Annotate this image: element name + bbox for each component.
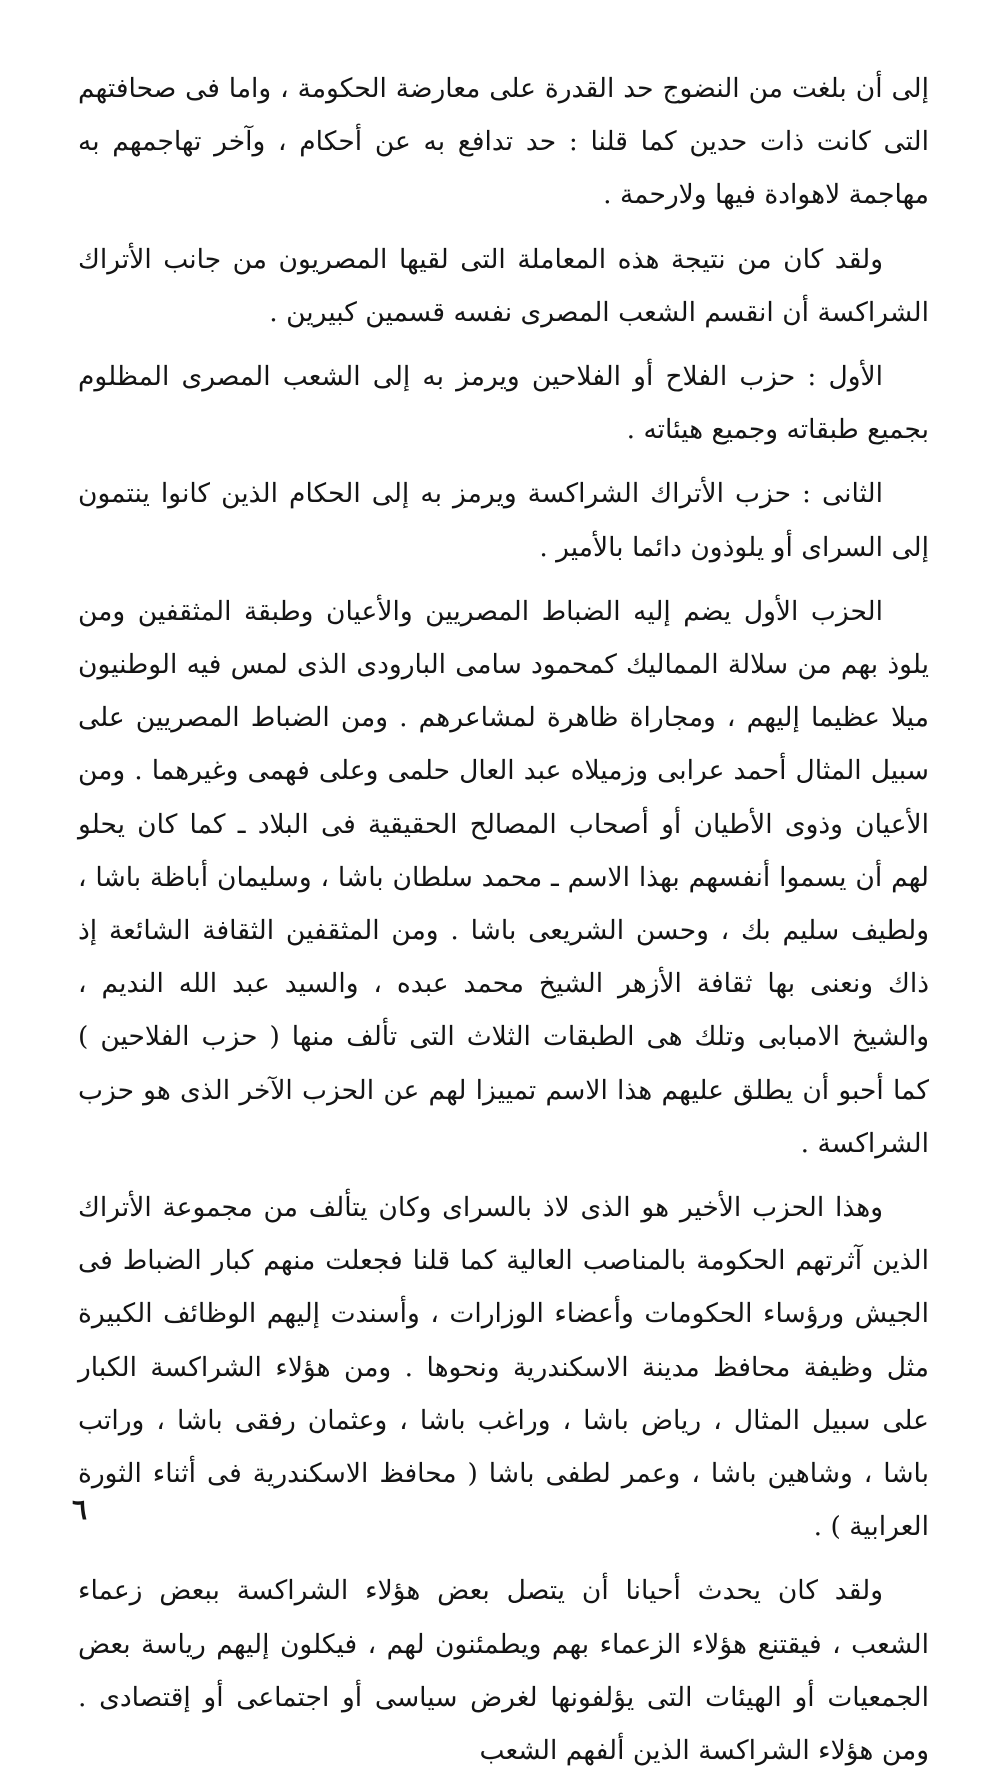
- paragraph-4: الثانى : حزب الأتراك الشراكسة ويرمز به إلى الحكام الذين كانوا ينتمون إلى السراى أو يلوذون دائما بالأمير .: [78, 478, 929, 563]
- paragraph-3: الأول : حزب الفلاح أو الفلاحين ويرمز به إلى الشعب المصرى المظلوم بجميع طبقاته وجميع هيئاته .: [78, 361, 929, 446]
- paragraph-7: ولقد كان يحدث أحيانا أن يتصل بعض هؤلاء الشراكسة ببعض زعماء الشعب ، فيقتنع هؤلاء الزعماء بهم ويطمئنون لهم ، فيكلون إليهم رياسة بعض الجمعيات أو الهيئات التى يؤلفونها لغرض سياسى أو اجتماعى أو إقتصادى . ومن هؤلاء الشراكسة الذين ألفهم الشعب: [78, 1575, 929, 1767]
- page-number: ٦: [72, 1493, 88, 1526]
- paragraph-2: ولقد كان من نتيجة هذه المعاملة التى لقيها المصريون من جانب الأتراك الشراكسة أن انقسم الشعب المصرى نفسه قسمين كبيرين .: [78, 243, 929, 328]
- paragraph-5: الحزب الأول يضم إليه الضباط المصريين والأعيان وطبقة المثقفين ومن يلوذ بهم من سلالة المماليك كمحمود سامى البارودى الذى لمس فيه الوطنيون ميلا عظيما إليهم ، ومجاراة ظاهرة لمشاعرهم . ومن الضباط المصريين على سبيل المثال أحمد عرابى وزميلاه عبد العال حلمى وعلى فهمى وغيرهما . ومن الأعيان وذوى الأطيان أو أصحاب المصالح الحقيقية فى البلاد ـ كما كان يحلو لهم أن يسموا أنفسهم بهذا الاسم ـ محمد سلطان باشا ، وسليمان أباظة باشا ، ولطيف سليم بك ، وحسن الشريعى باشا . ومن المثقفين الثقافة الشائعة إذ ذاك ونعنى بها ثقافة الأزهر الشيخ محمد عبده ، والسيد عبد الله النديم ، والشيخ الامبابى وتلك هى الطبقات الثلاث التى تألف منها ( حزب الفلاحين ) كما أحبو أن يطلق عليهم هذا الاسم تمييزا لهم عن الحزب الآخر الذى هو حزب الشراكسة .: [78, 595, 929, 1159]
- paragraph-6: وهذا الحزب الأخير هو الذى لاذ بالسراى وكان يتألف من مجموعة الأتراك الذين آثرتهم الحكومة بالمناصب العالية كما قلنا فجعلت منهم كبار الضباط فى الجيش ورؤساء الحكومات وأعضاء الوزارات ، وأسندت إليهم الوظائف الكبيرة مثل وظيفة محافظ مدينة الاسكندرية ونحوها . ومن هؤلاء الشراكسة الكبار على سبيل المثال ، رياض باشا ، وراغب باشا ، وعثمان رفقى باشا ، وراتب باشا ، وشاهين باشا ، وعمر لطفى باشا ( محافظ الاسكندرية فى أثناء الثورة العرابية ) .: [78, 1192, 929, 1543]
- body-text: [78, 62, 929, 1788]
- paragraph-1: إلى أن بلغت من النضوج حد القدرة على معارضة الحكومة ، واما فى صحافتهم التى كانت ذات حدين كما قلنا : حد تدافع به عن أحكام ، وآخر تهاجمهم به مهاجمة لاهوادة فيها ولارحمة .: [78, 73, 929, 211]
